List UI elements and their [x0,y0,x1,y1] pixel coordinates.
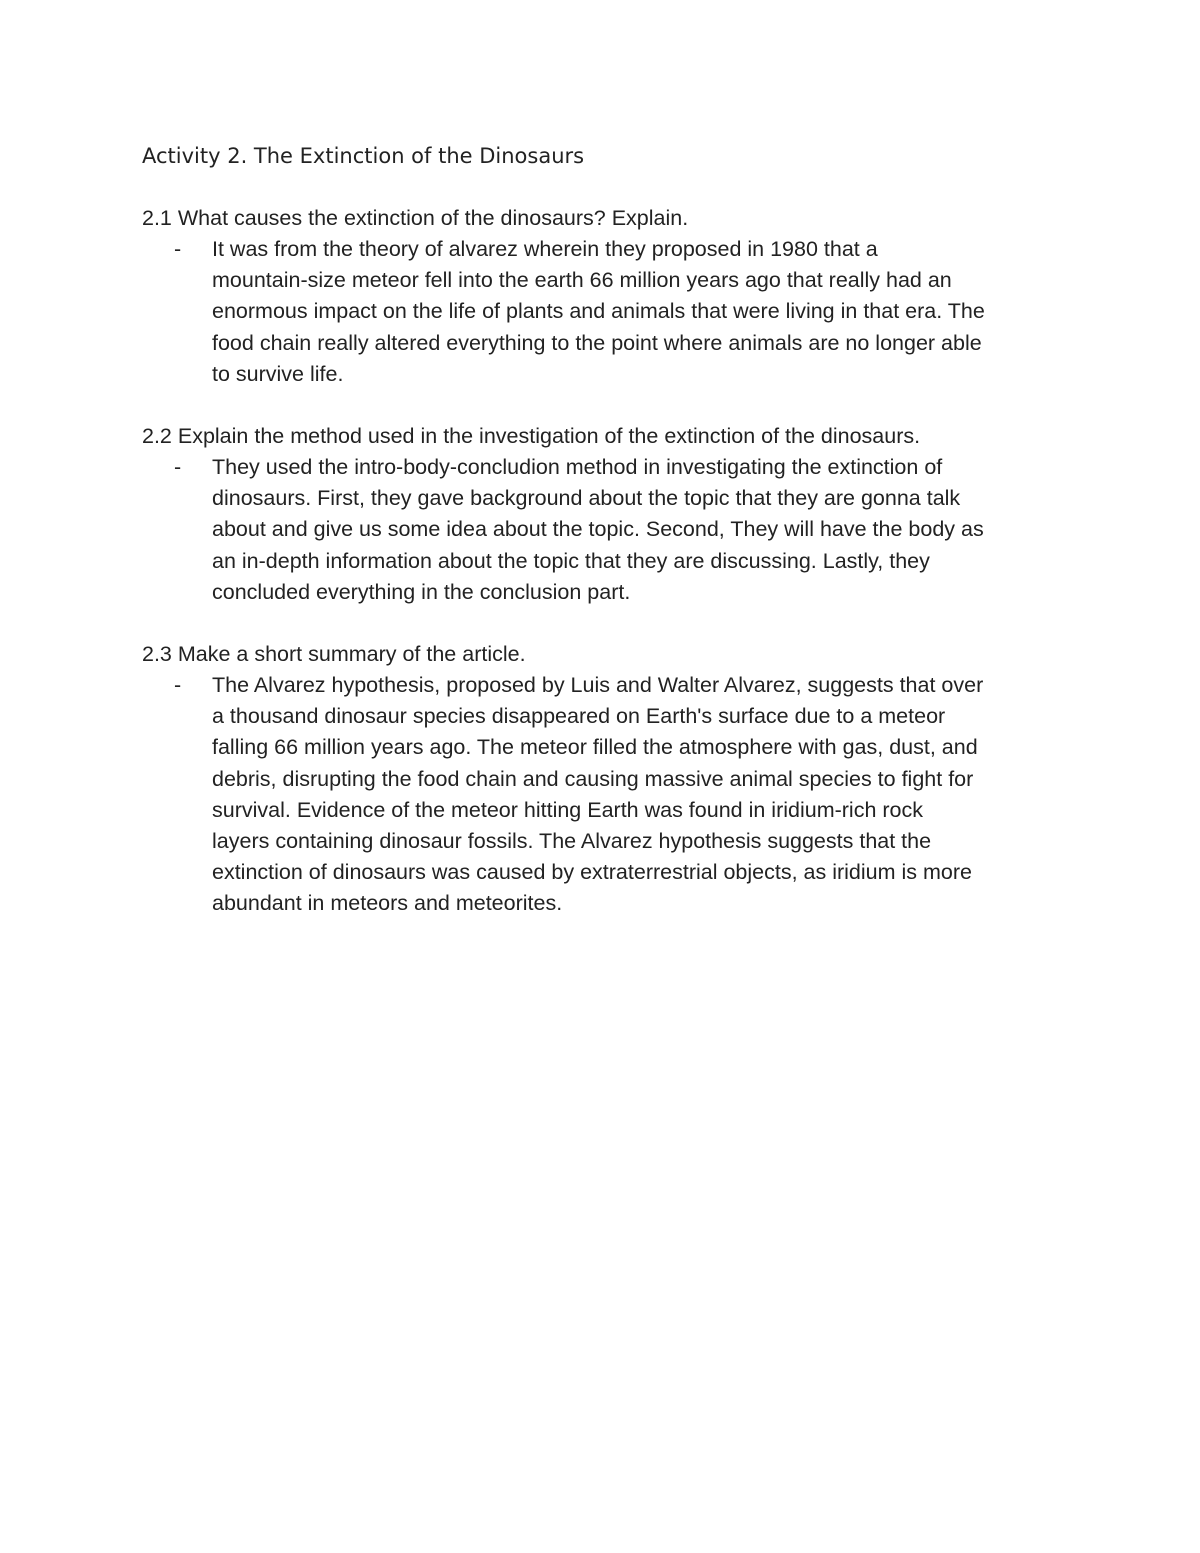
question-2-2: 2.2 Explain the method used in the investigation of the extinction of the dinosaurs. [142,424,921,448]
answer-line: food chain really altered everything to the point where animals are no longer able [212,330,982,355]
answer-line: concluded everything in the conclusion part. [212,579,631,604]
section-2-3 [142,639,1082,920]
answer-2-2 [142,452,1082,608]
answer-line: an in-depth information about the topic that they are discussing. Lastly, they [212,548,930,573]
answer-line: a thousand dinosaur species disappeared on Earth's surface due to a meteor [212,704,946,729]
answer-line: falling 66 million years ago. The meteor filled the atmosphere with gas, dust, and [212,735,978,760]
question-2-1: 2.1 What causes the extinction of the dinosaurs? Explain. [142,206,689,230]
answer-line: dinosaurs. First, they gave background about the topic that they are gonna talk [212,486,961,511]
answer-line: extinction of dinosaurs was caused by extraterrestrial objects, as iridium is more [212,860,972,885]
answer-line: survival. Evidence of the meteor hitting Earth was found in iridium-rich rock [212,797,924,822]
answer-line: to survive life. [212,361,344,386]
bullet-dash: - [174,455,182,479]
answer-line: enormous impact on the life of plants and animals that were living in that era. The [212,299,985,324]
answer-line: layers containing dinosaur fossils. The Alvarez hypothesis suggests that the [212,829,932,854]
section-2-2 [142,421,1082,608]
answer-line: abundant in meteors and meteorites. [212,891,563,916]
question-2-3: 2.3 Make a short summary of the article. [142,642,526,666]
answer-2-3 [142,670,1082,920]
bullet-dash: - [174,673,182,697]
answer-line: The Alvarez hypothesis, proposed by Luis and Walter Alvarez, suggests that over [212,673,984,697]
answer-line: They used the intro-body-concludion method in investigating the extinction of [212,455,943,479]
section-2-1 [142,203,1082,390]
answer-2-1 [142,234,1082,390]
answer-line: It was from the theory of alvarez wherein they proposed in 1980 that a [212,237,878,261]
bullet-dash: - [174,237,182,261]
answer-line: about and give us some idea about the topic. Second, They will have the body as [212,517,984,542]
answer-line: mountain-size meteor fell into the earth 66 million years ago that really had an [212,268,952,293]
document-title: Activity 2. The Extinction of the Dinosaurs [142,144,585,168]
answer-line: debris, disrupting the food chain and causing massive animal species to fight for [212,766,974,791]
